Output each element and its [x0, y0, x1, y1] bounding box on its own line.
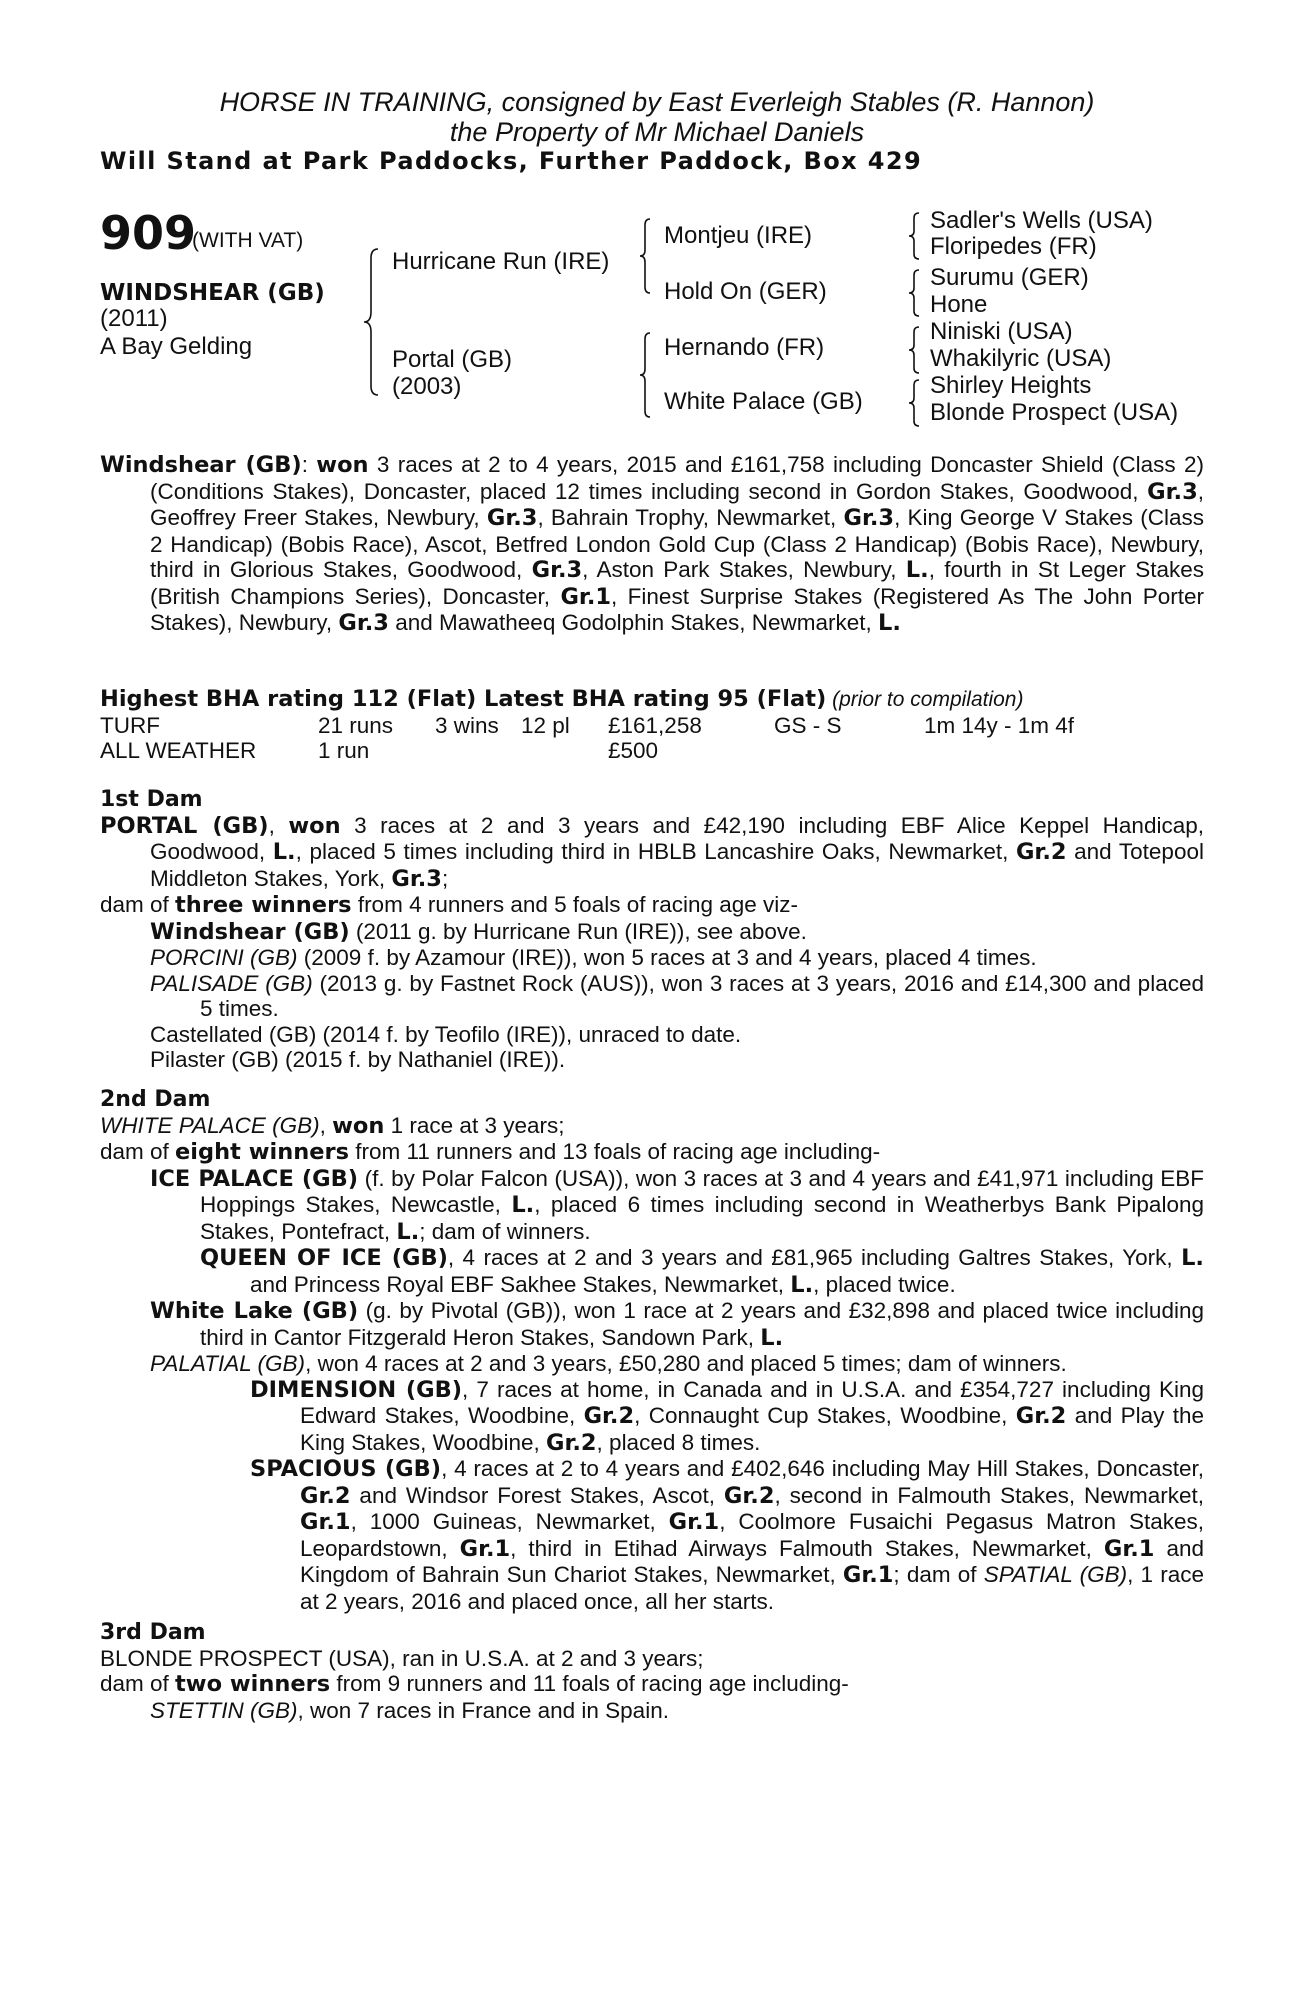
produce-text: from 4 runners and 5 foals of racing age viz- [351, 892, 799, 917]
race-record-paragraph: Windshear (GB): won 3 races at 2 to 4 years, 2015 and £161,758 including Doncaster Shield (Class 2) (Conditions Stakes), Doncaster, placed 12 times including second in Gordon Stakes, Goodwood, Gr.3, Geoffrey Freer Stakes, Newbury, Gr.3, Bahrain Trophy, Newmarket, Gr.3, King George V Stakes (Class 2 Handicap) (Bobis Race), Ascot, Betfred London Gold Cup (Class 2 Handicap) (Bobis Race), Newbury, third in Glorious Stakes, Goodwood, Gr.3, Aston Park Stakes, Newbury, L., fourth in St Leger Stakes (British Champions Series), Doncaster, Gr.1, Finest Surprise Stakes (Registered As The John Porter Stakes), Newbury, Gr.3 and Mawatheeq Godolphin Stakes, Newmarket, L. [100, 452, 1204, 636]
produce-name: SPACIOUS (GB) [250, 1456, 442, 1482]
horse-description: A Bay Gelding [100, 333, 253, 360]
header-location: Will Stand at Park Paddocks, Further Paddock, Box 429 [100, 147, 923, 175]
first-dam-section [100, 787, 1204, 1073]
stats-prize: £500 [608, 738, 659, 763]
pedigree-g3-6: Whakilyric (USA) [930, 345, 1112, 372]
first-dam-text: 3 races at 2 and 3 years and £42,190 including EBF Alice Keppel Handicap, Goodwood, [150, 812, 1204, 864]
grade-label: Gr.1 [1103, 1535, 1155, 1562]
pedigree-g3-1: Sadler's Wells (USA) [930, 207, 1153, 234]
grade-label: Gr.1 [668, 1509, 720, 1535]
pedigree-g3-3: Surumu (GER) [930, 264, 1089, 291]
pedigree-dam-sire: Hernando (FR) [664, 334, 825, 361]
rating-section [100, 686, 1204, 764]
stats-wins [435, 738, 521, 764]
second-dam-text: , [319, 1112, 333, 1138]
vat-label: (WITH VAT) [192, 229, 304, 252]
grade-label: Gr.2 [723, 1482, 775, 1509]
grade-label: Gr.2 [1015, 839, 1067, 865]
grade-label: L. [760, 1324, 784, 1351]
produce-text: , 7 races at home, in Canada and in U.S.A. and £354,727 including King Edward Stakes, Woodbine, [300, 1376, 1204, 1428]
stats-wins: 3 wins [435, 712, 499, 738]
race-record-horse: Windshear (GB) [100, 452, 302, 478]
produce-name: Windshear (GB) [150, 918, 350, 945]
produce-entry: Pilaster (GB) (2015 f. by Nathaniel (IRE)). [150, 1047, 566, 1072]
stats-table [100, 713, 1074, 764]
produce-text: (f. by Polar Falcon (USA)), won 3 races at 3 and 4 years and £41,971 including EBF Hoppings Stakes, Newcastle, [200, 1165, 1204, 1217]
produce-name: STETTIN (GB) [150, 1697, 298, 1723]
rating-line [100, 686, 1204, 713]
pedigree-g3-4: Hone [930, 291, 988, 318]
produce-entry [100, 945, 1204, 971]
first-dam-text: and Totepool Middleton Stakes, York, [150, 839, 1204, 891]
grade-label: Gr.1 [459, 1535, 511, 1562]
produce-text: from 9 runners and 11 foals of racing age including- [330, 1671, 849, 1696]
first-dam-text: , placed 5 times including third in HBLB Lancashire Oaks, Newmarket, [295, 839, 1016, 864]
produce-name: PALISADE (GB) [150, 970, 313, 996]
produce-entry [100, 971, 1204, 1022]
grade-label: L. [790, 1271, 814, 1298]
third-dam-produce-summary [100, 1671, 1204, 1698]
race-record-text: , Geoffrey Freer Stakes, Newbury, [150, 478, 1204, 530]
grade-label: L. [877, 610, 901, 636]
produce-text: , placed twice. [813, 1271, 956, 1297]
pedigree-g3-5: Niniski (USA) [930, 318, 1073, 345]
produce-winners: eight winners [175, 1139, 350, 1165]
stats-going [774, 738, 924, 764]
grade-label: Gr.2 [300, 1482, 351, 1509]
pedigree-g3-2: Floripedes (FR) [930, 233, 1097, 260]
pedigree-sire-sire: Montjeu (IRE) [664, 222, 813, 249]
produce-text: (2013 g. by Fastnet Rock (AUS)), won 3 races at 3 years, 2016 and £14,300 and placed 5 times. [200, 970, 1204, 1021]
produce-text: , placed 8 times. [596, 1429, 761, 1455]
pedigree-g3-7: Shirley Heights [930, 372, 1092, 399]
grade-label: Gr.1 [560, 583, 612, 610]
race-record-text: , King George V Stakes (Class 2 Handicap) (Bobis Race), Ascot, Betfred London Gold Cup (Class 2 Handicap) (Bobis Race), Newbury, third in Glorious Stakes, Goodwood, [150, 505, 1204, 582]
grade-label: L. [396, 1218, 420, 1245]
produce-text: from 11 runners and 13 foals of racing age including- [349, 1139, 881, 1164]
stats-row-turf [100, 713, 1074, 739]
second-dam-section [100, 1087, 1204, 1614]
third-dam-heading: 3rd Dam [100, 1620, 206, 1645]
race-record-text: , fourth in St Leger Stakes (British Champions Series), Doncaster, [150, 557, 1204, 609]
grade-label: Gr.3 [531, 557, 583, 583]
third-dam-record: BLONDE PROSPECT (USA), ran in U.S.A. at 2 and 3 years; [100, 1645, 704, 1671]
race-record-text: , Finest Surprise Stakes (Registered As The John Porter Stakes), Newbury, [150, 583, 1204, 635]
pedigree-bracket-dam [638, 332, 652, 418]
grade-label: Gr.1 [842, 1562, 894, 1588]
stats-distance [924, 738, 1074, 764]
produce-text: , 1000 Guineas, Newmarket, [350, 1509, 669, 1534]
produce-text: , second in Falmouth Stakes, Newmarket, [774, 1482, 1204, 1508]
produce-text: ; dam of winners. [419, 1218, 591, 1244]
grade-label: L. [511, 1192, 535, 1218]
grade-label: Gr.3 [486, 505, 538, 531]
produce-text: , Coolmore Fusaichi Pegasus Matron Stakes, Leopardstown, [300, 1509, 1205, 1561]
produce-name: ICE PALACE (GB) [150, 1165, 359, 1192]
header-owner: the Property of Mr Michael Daniels [449, 117, 865, 147]
pedigree-g3-8: Blonde Prospect (USA) [930, 399, 1179, 426]
second-dam-produce-summary [100, 1139, 1204, 1166]
first-dam-heading: 1st Dam [100, 787, 203, 812]
produce-entry [100, 919, 1204, 946]
first-dam-won: won [288, 812, 341, 839]
stats-distance: 1m 14y - 1m 4f [924, 712, 1075, 738]
produce-text: , 1 race at 2 years, 2016 and placed once, all her starts. [300, 1562, 1204, 1614]
produce-text: , won 7 races in France and in Spain. [297, 1697, 669, 1723]
rating-note: (prior to compilation) [826, 688, 1024, 711]
produce-entry [100, 1298, 1204, 1351]
produce-name: White Lake (GB) [150, 1298, 359, 1324]
grade-label: Gr.2 [583, 1403, 635, 1429]
race-record-text: 3 races at 2 to 4 years, 2015 and £161,758 including Doncaster Shield (Class 2) (Conditions Stakes), Doncaster, placed 12 times including second in Gordon Stakes, Goodwood, [150, 452, 1204, 504]
lot-number: 909 [100, 206, 197, 260]
produce-name: DIMENSION (GB) [250, 1376, 463, 1403]
produce-text: (g. by Pivotal (GB)), won 1 race at 2 years and £32,898 and placed twice including third in Cantor Fitzgerald Heron Stakes, Sandown Park, [200, 1298, 1204, 1350]
produce-entry [100, 1351, 1204, 1377]
pedigree-sire-dam: Hold On (GER) [664, 278, 827, 305]
produce-text: and Play the King Stakes, Woodbine, [300, 1403, 1204, 1455]
stats-surface: ALL WEATHER [100, 738, 257, 763]
second-dam-record [100, 1113, 1204, 1140]
produce-text: , won 4 races at 2 and 3 years, £50,280 and placed 5 times; dam of winners. [305, 1351, 1067, 1376]
race-record-text: , Aston Park Stakes, Newbury, [582, 557, 906, 582]
stats-prize: £161,258 [608, 712, 702, 738]
grade-label: Gr.2 [545, 1429, 597, 1456]
grade-label: Gr.1 [300, 1509, 351, 1535]
produce-entry [100, 1377, 1204, 1457]
produce-winners: two winners [175, 1671, 331, 1697]
first-dam-name: PORTAL (GB) [100, 812, 269, 839]
produce-name: PALATIAL (GB) [150, 1351, 306, 1376]
stats-placed [521, 738, 608, 764]
stats-going: GS - S [774, 712, 842, 738]
pedigree-bracket-g3-2 [907, 269, 921, 317]
produce-entry [100, 1245, 1204, 1298]
produce-text: dam of [100, 1671, 176, 1696]
pedigree-sire: Hurricane Run (IRE) [392, 248, 610, 275]
produce-text: , Connaught Cup Stakes, Woodbine, [634, 1403, 1016, 1428]
produce-text: dam of [100, 892, 176, 917]
grade-label: L. [272, 839, 296, 865]
produce-name: PORCINI (GB) [150, 945, 298, 970]
produce-text: , third in Etihad Airways Falmouth Stakes, Newmarket, [510, 1535, 1104, 1561]
produce-entry [100, 1166, 1204, 1246]
produce-name: SPATIAL (GB) [983, 1562, 1128, 1587]
second-dam-heading: 2nd Dam [100, 1087, 211, 1112]
header-consignor: HORSE IN TRAINING, consigned by East Everleigh Stables (R. Hannon) [219, 87, 1095, 117]
pedigree-dam-dam: White Palace (GB) [664, 388, 863, 415]
grade-label: L. [905, 557, 929, 583]
pedigree-dam-year: (2003) [392, 373, 462, 400]
stats-row-all-weather [100, 738, 1074, 764]
produce-text: , 4 races at 2 to 4 years and £402,646 including May Hill Stakes, Doncaster, [441, 1456, 1205, 1481]
race-record-won: won [316, 452, 369, 478]
race-record [100, 452, 1204, 637]
horse-year: (2011) [100, 305, 168, 332]
second-dam-won: won [332, 1112, 385, 1139]
produce-text: and Kingdom of Bahrain Sun Chariot Stakes, Newmarket, [300, 1535, 1204, 1587]
horse-name: WINDSHEAR (GB) [100, 280, 325, 306]
grade-label: Gr.3 [338, 610, 389, 636]
race-record-text: , Bahrain Trophy, Newmarket, [537, 505, 844, 530]
produce-text: dam of [100, 1139, 176, 1164]
first-dam-text: ; [441, 865, 449, 891]
second-dam-name: WHITE PALACE (GB) [100, 1112, 320, 1138]
grade-label: L. [1181, 1245, 1204, 1271]
stats-placed: 12 pl [521, 712, 570, 738]
grade-label: Gr.3 [391, 865, 442, 892]
first-dam-produce-summary [100, 892, 1204, 919]
produce-text: ; dam of [893, 1562, 984, 1587]
stats-runs: 1 run [318, 738, 370, 763]
produce-entry [100, 1698, 1204, 1724]
first-dam-record: PORTAL (GB), won 3 races at 2 and 3 years and £42,190 including EBF Alice Keppel Handicap, Goodwood, L., placed 5 times including third in HBLB Lancashire Oaks, Newmarket, Gr.2 and Totepool Middleton Stakes, York, Gr.3; [100, 812, 1204, 892]
pedigree-bracket-sire [638, 218, 652, 294]
produce-winners: three winners [175, 892, 352, 918]
produce-entry: Castellated (GB) (2014 f. by Teofilo (IRE)), unraced to date. [150, 1021, 742, 1047]
second-dam-text: 1 race at 3 years; [384, 1112, 565, 1138]
produce-entry [100, 1456, 1204, 1614]
produce-text: and Princess Royal EBF Sakhee Stakes, Newmarket, [250, 1271, 791, 1297]
produce-text: and Windsor Forest Stakes, Ascot, [350, 1482, 724, 1508]
stats-surface: TURF [100, 712, 160, 738]
pedigree-bracket-g3-3 [907, 326, 921, 374]
grade-label: Gr.3 [843, 505, 895, 531]
rating-values: Highest BHA rating 112 (Flat) Latest BHA rating 95 (Flat) [100, 686, 827, 712]
grade-label: Gr.2 [1015, 1403, 1067, 1429]
pedigree-dam: Portal (GB) [392, 346, 513, 373]
produce-text: , 4 races at 2 and 3 years and £81,965 including Galtres Stakes, York, [447, 1245, 1182, 1270]
produce-text: , placed 6 times including second in Weatherbys Bank Pipalong Stakes, Pontefract, [200, 1192, 1204, 1244]
third-dam-section [100, 1620, 1204, 1723]
produce-text: (2011 g. by Hurricane Run (IRE)), see above. [349, 918, 807, 944]
race-record-text: and Mawatheeq Godolphin Stakes, Newmarket, [388, 610, 878, 635]
pedigree-bracket-main [362, 248, 380, 396]
stats-runs: 21 runs [318, 712, 394, 738]
pedigree-bracket-g3-1 [907, 212, 921, 260]
pedigree-bracket-g3-4 [907, 379, 921, 427]
produce-text: (2009 f. by Azamour (IRE)), won 5 races at 3 and 4 years, placed 4 times. [297, 945, 1037, 970]
produce-name: QUEEN OF ICE (GB) [200, 1245, 448, 1271]
grade-label: Gr.3 [1147, 478, 1198, 505]
